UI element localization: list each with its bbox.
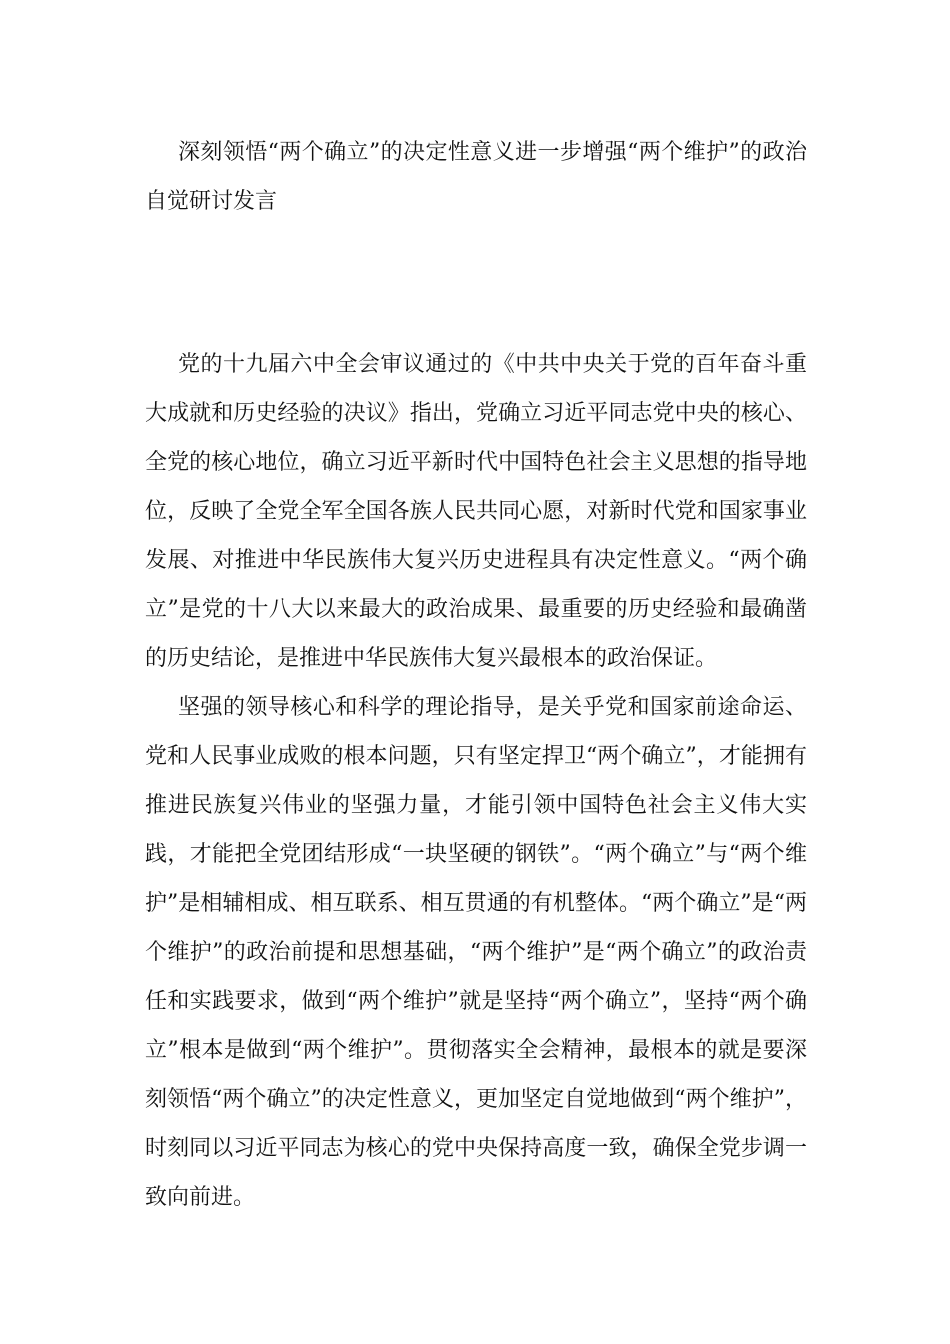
title-spacer bbox=[145, 226, 807, 340]
paragraph-2: 坚强的领导核心和科学的理论指导，是关乎党和国家前途命运、党和人民事业成败的根本问题，只有坚定捍卫“两个确立”，才能拥有推进民族复兴伟业的坚强力量，才能引领中国特色社会主义伟大实践，才能把全党团结形成“一块坚硬的钢铁”。“两个确立”与“两个维护”是相辅相成、相互联系、相互贯通的有机整体。“两个确立”是“两个维护”的政治前提和思想基础，“两个维护”是“两个确立”的政治责任和实践要求，做到“两个维护”就是坚持“两个确立”，坚持“两个确立”根本是做到“两个维护”。贯彻落实全会精神，最根本的就是要深刻领悟“两个确立”的决定性意义，更加坚定自觉地做到“两个维护”，时刻同以习近平同志为核心的党中央保持高度一致，确保全党步调一致向前进。 bbox=[145, 695, 807, 1210]
document-title: 深刻领悟“两个确立”的决定性意义进一步增强“两个维护”的政治自觉研讨发言 bbox=[145, 140, 807, 214]
document-body bbox=[145, 128, 807, 1222]
paragraph-1: 党的十九届六中全会审议通过的《中共中央关于党的百年奋斗重大成就和历史经验的决议》指出，党确立习近平同志党中央的核心、全党的核心地位，确立习近平新时代中国特色社会主义思想的指导地位，反映了全党全军全国各族人民共同心愿，对新时代党和国家事业发展、对推进中华民族伟大复兴历史进程具有决定性意义。“两个确立”是党的十八大以来最大的政治成果、最重要的历史经验和最确凿的历史结论，是推进中华民族伟大复兴最根本的政治保证。 bbox=[145, 352, 807, 671]
